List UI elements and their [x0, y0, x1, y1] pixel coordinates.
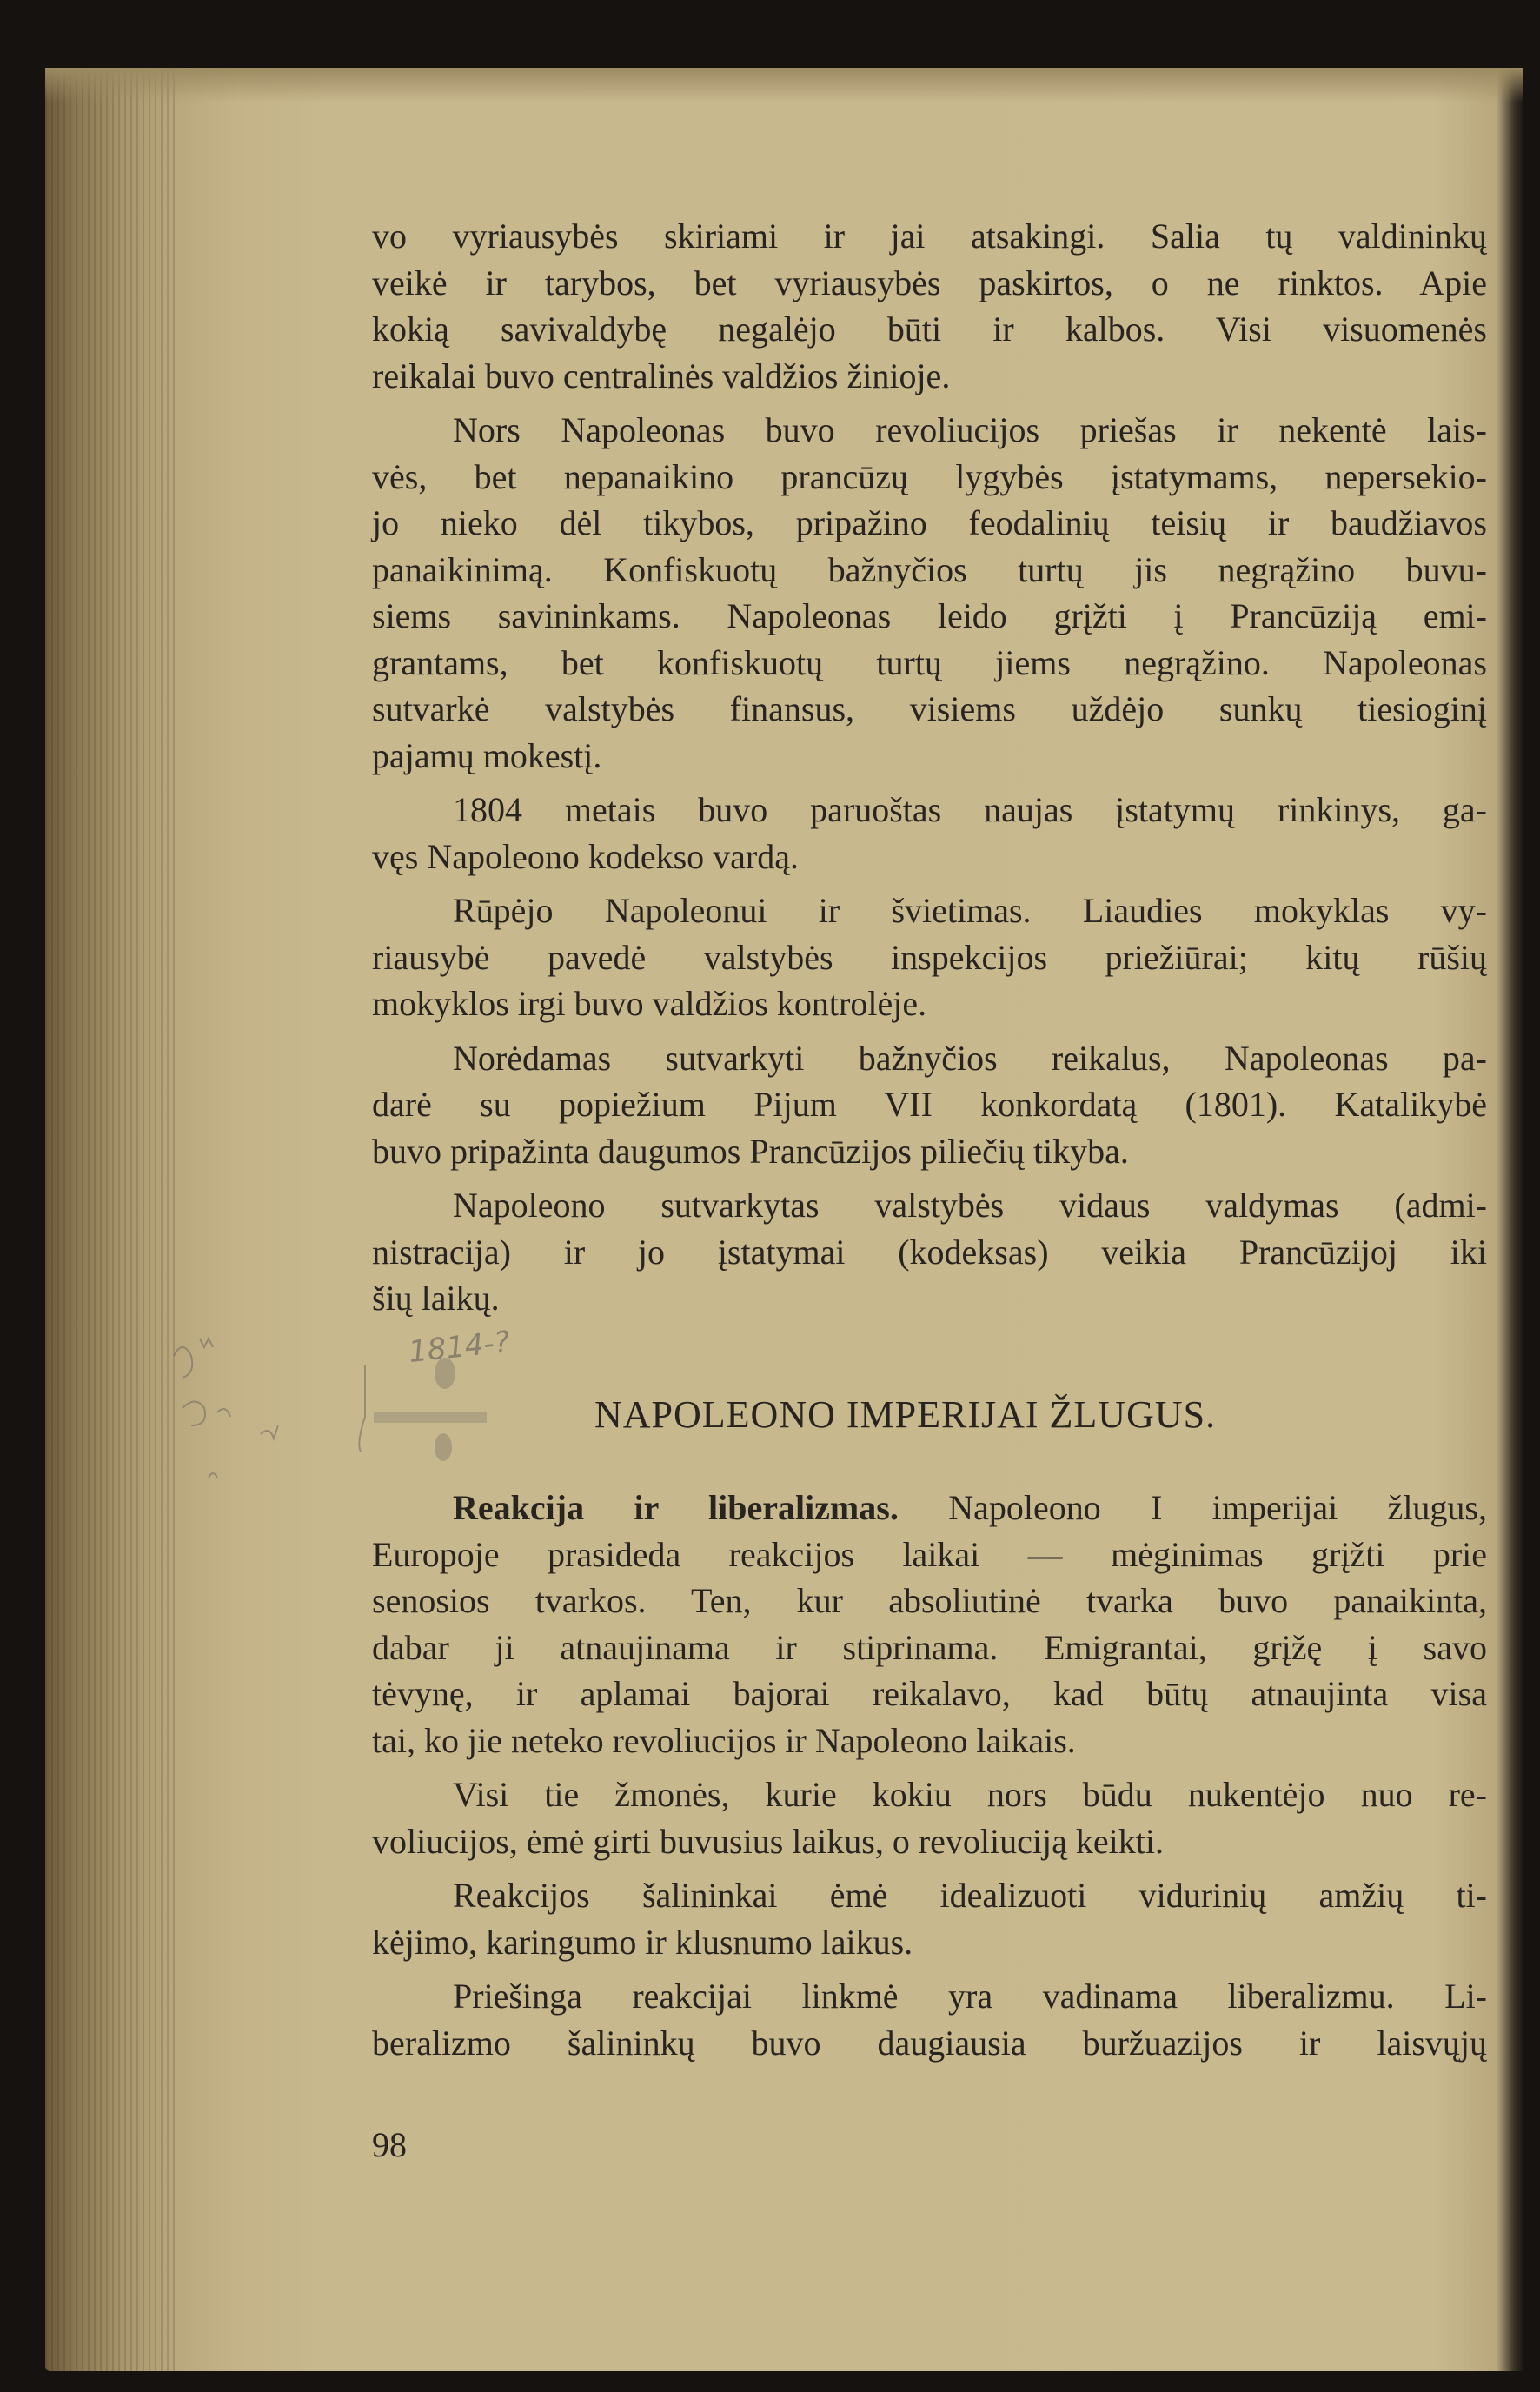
body-text-bottom	[372, 1485, 1487, 2066]
paragraph	[372, 1973, 1487, 2066]
handwritten-margin-note: 1814-?	[407, 1325, 512, 1370]
page-stack-edge	[45, 68, 176, 2371]
text-line: siems savininkams. Napoleonas leido grįžti į Prancūziją emi-	[372, 596, 1487, 635]
text-line: vo vyriausybės skiriami ir jai atsakingi. Salia tų valdininkų	[372, 216, 1487, 256]
text-line: Napoleono sutvarkytas valstybės vidaus valdymas (admi-	[453, 1186, 1487, 1225]
text-line	[372, 1485, 1487, 1532]
text-line: Norėdamas sutvarkyti bažnyčios reikalus, Napoleonas pa-	[453, 1038, 1487, 1078]
page-top-shade	[45, 68, 1523, 103]
text-line: panaikinimą. Konfiskuotų bažnyčios turtų jis negrąžino buvu-	[372, 549, 1487, 589]
text-line: reikalai buvo centralinės valdžios žinioje.	[372, 355, 951, 395]
paragraph	[372, 1771, 1487, 1864]
text-line: jo nieko dėl tikybos, pripažino feodalinių teisių ir baudžiavos	[372, 503, 1487, 542]
text-line: kokią savivaldybę negalėjo būti ir kalbos. Visi visuomenės	[372, 309, 1487, 349]
text-line: mokyklos irgi buvo valdžios kontrolėje.	[372, 984, 927, 1023]
text-line: kėjimo, karingumo ir klusnumo laikus.	[372, 1922, 913, 1962]
paragraph	[372, 407, 1487, 779]
text-line: Europoje prasideda reakcijos laikai — mėginimas grįžti prie	[372, 1534, 1487, 1574]
run-in-title: Reakcija ir liberalizmas.	[453, 1488, 899, 1527]
text-line: voliucijos, ėmė girti buvusius laikus, o revoliuciją keikti.	[372, 1821, 1164, 1861]
text-line: tai, ko jie neteko revoliucijos ir Napoleono laikais.	[372, 1720, 1076, 1760]
text-fragment: Napoleono I imperijai žlugus,	[898, 1488, 1487, 1527]
paragraph	[372, 1035, 1487, 1175]
text-line: grantams, bet konfiskuotų turtų jiems negrąžino. Napoleonas	[372, 642, 1487, 682]
paragraph	[372, 1872, 1487, 1965]
paragraph	[372, 887, 1487, 1027]
paragraph	[372, 213, 1487, 399]
text-line: šių laikų.	[372, 1279, 500, 1318]
text-line: riausybė pavedė valstybės inspekcijos priežiūrai; kitų rūšių	[372, 937, 1487, 977]
text-line: vės, bet nepanaikino prancūzų lygybės įstatymams, nepersekio-	[372, 456, 1487, 496]
body-text-top	[372, 213, 1487, 1322]
text-line: beralizmo šalininkų buvo daugiausia buržuazijos ir laisvųjų	[372, 2023, 1487, 2063]
text-line: Visi tie žmonės, kurie kokiu nors būdu nukentėjo nuo re-	[453, 1775, 1487, 1814]
text-line: tėvynę, ir aplamai bajorai reikalavo, kad būtų atnaujinta visa	[372, 1674, 1487, 1713]
page-number: 98	[372, 2125, 407, 2164]
text-line: nistracija) ir jo įstatymai (kodeksas) veikia Prancūzijoj iki	[372, 1232, 1487, 1272]
paragraph	[372, 787, 1487, 880]
text-line: dabar ji atnaujinama ir stiprinama. Emigrantai, grįžę į savo	[372, 1627, 1487, 1667]
paragraph	[372, 1485, 1487, 1764]
text-line: Rūpėjo Napoleonui ir švietimas. Liaudies mokyklas vy-	[453, 891, 1487, 930]
text-line: pajamų mokestį.	[372, 735, 602, 775]
text-line: Priešinga reakcijai linkmė yra vadinama liberalizmu. Li-	[453, 1977, 1487, 2016]
text-line: Nors Napoleonas buvo revoliucijos priešas ir nekentė lais-	[453, 410, 1487, 449]
section-heading: NAPOLEONO IMPERIJAI ŽLUGUS.	[594, 1393, 1217, 1436]
text-line: darė su popiežium Pijum VII konkordatą (1801). Katalikybė	[372, 1085, 1487, 1124]
paragraph	[372, 1182, 1487, 1322]
text-line: buvo pripažinta daugumos Prancūzijos piliečių tikyba.	[372, 1131, 1129, 1171]
text-line: vęs Napoleono kodekso vardą.	[372, 836, 799, 876]
text-line: sutvarkė valstybės finansus, visiems uždėjo sunkų tiesioginį	[372, 689, 1487, 728]
text-line: 1804 metais buvo paruoštas naujas įstatymų rinkinys, ga-	[453, 790, 1487, 829]
text-line: veikė ir tarybos, bet vyriausybės paskirtos, o ne rinktos. Apie	[372, 262, 1487, 302]
text-line: Reakcijos šalininkai ėmė idealizuoti vidurinių amžių ti-	[453, 1876, 1487, 1915]
text-line: senosios tvarkos. Ten, kur absoliutinė tvarka buvo panaikinta,	[372, 1581, 1487, 1620]
